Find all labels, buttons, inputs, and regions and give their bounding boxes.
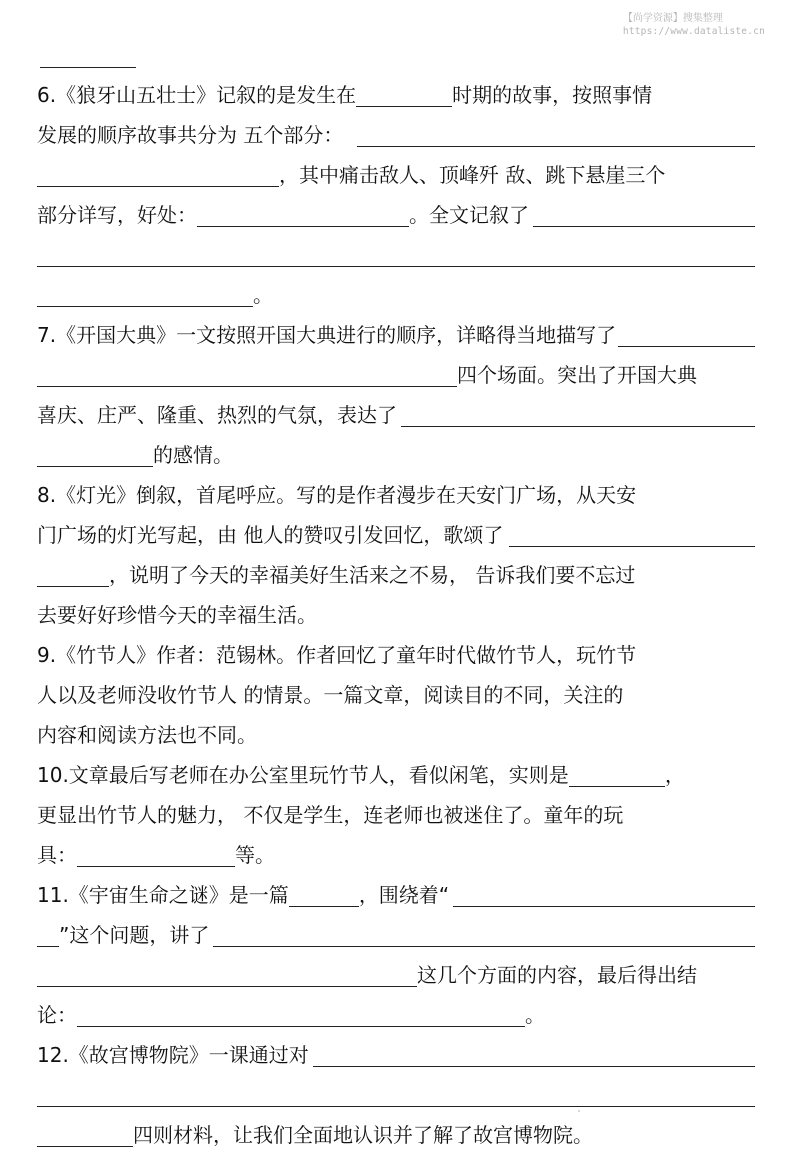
item-12-line-2 [37,1074,755,1114]
answer-blank[interactable] [356,84,452,107]
answer-blank[interactable] [509,524,755,547]
answer-blank[interactable] [569,764,665,787]
item-7-line-2: 四个场面。突出了开国大典 [37,354,755,394]
item-7-line-1: 7.《开国大典》一文按照开国大典进行的顺序，详略得当地描写了 [37,314,755,354]
answer-blank[interactable] [618,324,755,347]
answer-blank[interactable] [37,924,59,947]
answer-blank[interactable] [37,364,457,387]
answer-blank[interactable] [453,884,755,907]
item-10-line-1: 10.文章最后写老师在办公室里玩竹节人，看似闲笔，实则是 ， [37,763,685,787]
answer-blank[interactable] [37,244,755,267]
answer-blank[interactable] [37,1124,133,1147]
item-6-line-4: 部分详写，好处： 。全文记叙了 [37,194,755,234]
item-6-line-3: ，其中痛击敌人、顶峰歼 敌、跳下悬崖三个 [37,154,755,194]
answer-blank[interactable] [37,284,253,307]
item-9-line-3: 内容和阅读方法也不同。 [37,723,257,747]
item-11-line-2: ”这个问题，讲了 [37,914,755,954]
page-speck [578,1110,580,1112]
answer-blank[interactable] [37,444,153,467]
answer-blank[interactable] [77,844,235,867]
item-8-line-4: 去要好好珍惜今天的幸福生活。 [37,603,317,627]
answer-blank[interactable] [289,884,359,907]
answer-blank[interactable] [37,164,279,187]
item-11-line-4: 论： 。 [37,1003,545,1027]
answer-blank[interactable] [213,924,755,947]
item-6-line-2: 发展的顺序故事共分为 五个部分： [37,114,755,154]
item-6-line-5 [37,234,755,274]
item-7-line-3: 喜庆、庄严、隆重、热烈的气氛，表达了 [37,394,755,434]
item-6-line-1: 6.《狼牙山五壮士》记叙的是发生在 时期的故事，按照事情 [37,83,653,107]
answer-blank[interactable] [197,204,409,227]
item-12-line-1: 12.《故宫博物院》一课通过对 [37,1034,755,1074]
worksheet-content [37,74,755,1154]
answer-blank[interactable] [37,1084,755,1107]
item-10-line-3: 具： 等。 [37,843,275,867]
item-6-line-6: 。 [37,274,755,314]
watermark-label: 【尚学资源】搜集整理 [622,13,723,24]
item-8-line-3: ，说明了今天的幸福美好生活来之不易， 告诉我们要不忘过 [37,554,755,594]
item-8-line-2: 门广场的灯光写起，由 他人的赞叹引发回忆，歌颂了 [37,514,755,554]
item-9-line-2: 人以及老师没收竹节人 的情景。一篇文章，阅读目的不同，关注的 [37,683,624,707]
answer-blank[interactable] [37,964,417,987]
answer-blank[interactable] [401,404,755,427]
item-9-line-1: 9.《竹节人》作者：范锡林。作者回忆了童年时代做竹节人，玩竹节 [37,643,637,667]
watermark [623,12,765,38]
answer-blank[interactable] [37,564,109,587]
item-10-line-2: 更显出竹节人的魅力， 不仅是学生，连老师也被迷住了。童年的玩 [37,803,624,827]
item-7-line-4: 的感情。 [37,434,755,474]
answer-blank-top[interactable] [40,67,136,68]
answer-blank[interactable] [533,204,755,227]
answer-blank[interactable] [77,1004,525,1027]
item-11-line-1: 11.《宇宙生命之谜》是一篇 ，围绕着“ [37,874,755,914]
answer-blank[interactable] [313,1044,755,1067]
item-11-line-3: 这几个方面的内容，最后得出结 [37,954,755,994]
item-12-line-3: 四则材料，让我们全面地认识并了解了故宫博物院。 [37,1114,755,1154]
watermark-url: https://www.dataliste.cn [622,26,765,37]
answer-blank[interactable] [357,124,755,147]
item-8-line-1: 8.《灯光》倒叙，首尾呼应。写的是作者漫步在天安门广场，从天安 [37,483,637,507]
